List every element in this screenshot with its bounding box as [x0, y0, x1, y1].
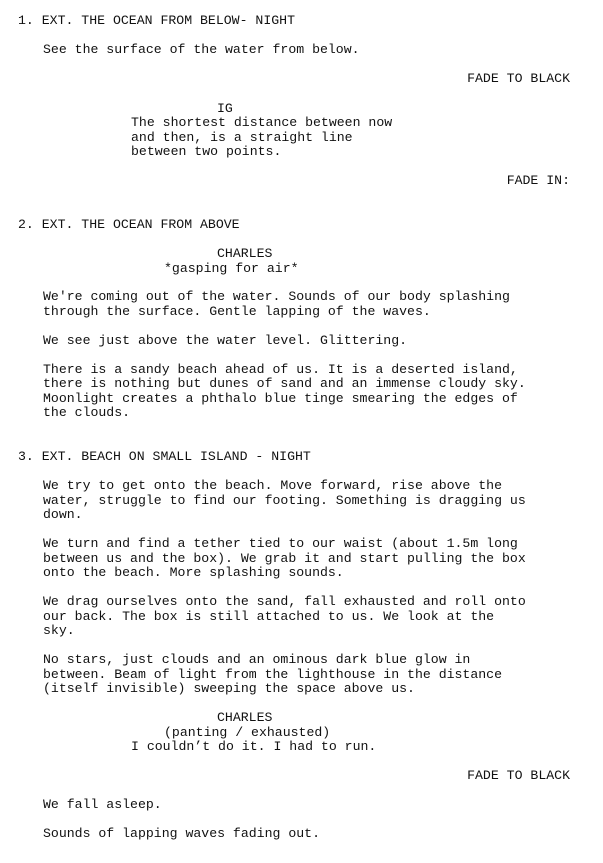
- scene-1-dialogue-line: The shortest distance between now: [131, 115, 393, 130]
- scene-3-action-line: (itself invisible) sweeping the space above us.: [43, 681, 415, 696]
- scene-3-action-line: No stars, just clouds and an ominous dark blue glow in: [43, 652, 471, 667]
- scene-1-dialogue-line: and then, is a straight line: [131, 130, 353, 145]
- scene-2-action-line: We're coming out of the water. Sounds of our body splashing: [43, 289, 510, 304]
- scene-1-transition-fade-to-black: FADE TO BLACK: [467, 71, 570, 86]
- scene-3-parenthetical: (panting / exhausted): [164, 725, 331, 740]
- scene-2-action-line: through the surface. Gentle lapping of the waves.: [43, 304, 431, 319]
- scene-3-action-line: We try to get onto the beach. Move forward, rise above the: [43, 478, 502, 493]
- scene-3-action-line: onto the beach. More splashing sounds.: [43, 565, 344, 580]
- scene-3-action-line: between us and the box). We grab it and start pulling the box: [43, 551, 526, 566]
- scene-3-action-line: down.: [43, 507, 83, 522]
- scene-1-dialogue-line: between two points.: [131, 144, 282, 159]
- scene-2-action-line: there is nothing but dunes of sand and an immense cloudy sky.: [43, 376, 526, 391]
- scene-3-action-line: between. Beam of light from the lighthouse in the distance: [43, 667, 502, 682]
- scene-3-action-line: sky.: [43, 623, 75, 638]
- scene-3-heading: 3. EXT. BEACH ON SMALL ISLAND - NIGHT: [18, 449, 311, 464]
- scene-2-character: CHARLES: [217, 246, 273, 261]
- scene-2-parenthetical: *gasping for air*: [164, 261, 299, 276]
- scene-3-transition-fade-to-black: FADE TO BLACK: [467, 768, 570, 783]
- scene-1-transition-fade-in: FADE IN:: [506, 173, 570, 188]
- scene-3-dialogue-line: I couldn’t do it. I had to run.: [131, 739, 377, 754]
- scene-2-action-line: We see just above the water level. Glittering.: [43, 333, 408, 348]
- scene-1-character: IG: [217, 101, 233, 116]
- scene-3-closing-action: Sounds of lapping waves fading out.: [43, 826, 320, 841]
- scene-3-action-line: our back. The box is still attached to us. We look at the: [43, 609, 495, 624]
- scene-3-action-line: We drag ourselves onto the sand, fall exhausted and roll onto: [43, 594, 526, 609]
- scene-2-heading: 2. EXT. THE OCEAN FROM ABOVE: [18, 217, 240, 232]
- scene-3-character: CHARLES: [217, 710, 273, 725]
- scene-3-action-line: We turn and find a tether tied to our waist (about 1.5m long: [43, 536, 518, 551]
- scene-3-closing-action: We fall asleep.: [43, 797, 162, 812]
- scene-1-heading: 1. EXT. THE OCEAN FROM BELOW- NIGHT: [18, 13, 295, 28]
- scene-1-action: See the surface of the water from below.: [43, 42, 360, 57]
- scene-2-action-line: There is a sandy beach ahead of us. It is a deserted island,: [43, 362, 518, 377]
- scene-2-action-line: the clouds.: [43, 405, 131, 420]
- scene-3-action-line: water, struggle to find our footing. Something is dragging us: [43, 493, 526, 508]
- scene-2-action-line: Moonlight creates a phthalo blue tinge smearing the edges of: [43, 391, 518, 406]
